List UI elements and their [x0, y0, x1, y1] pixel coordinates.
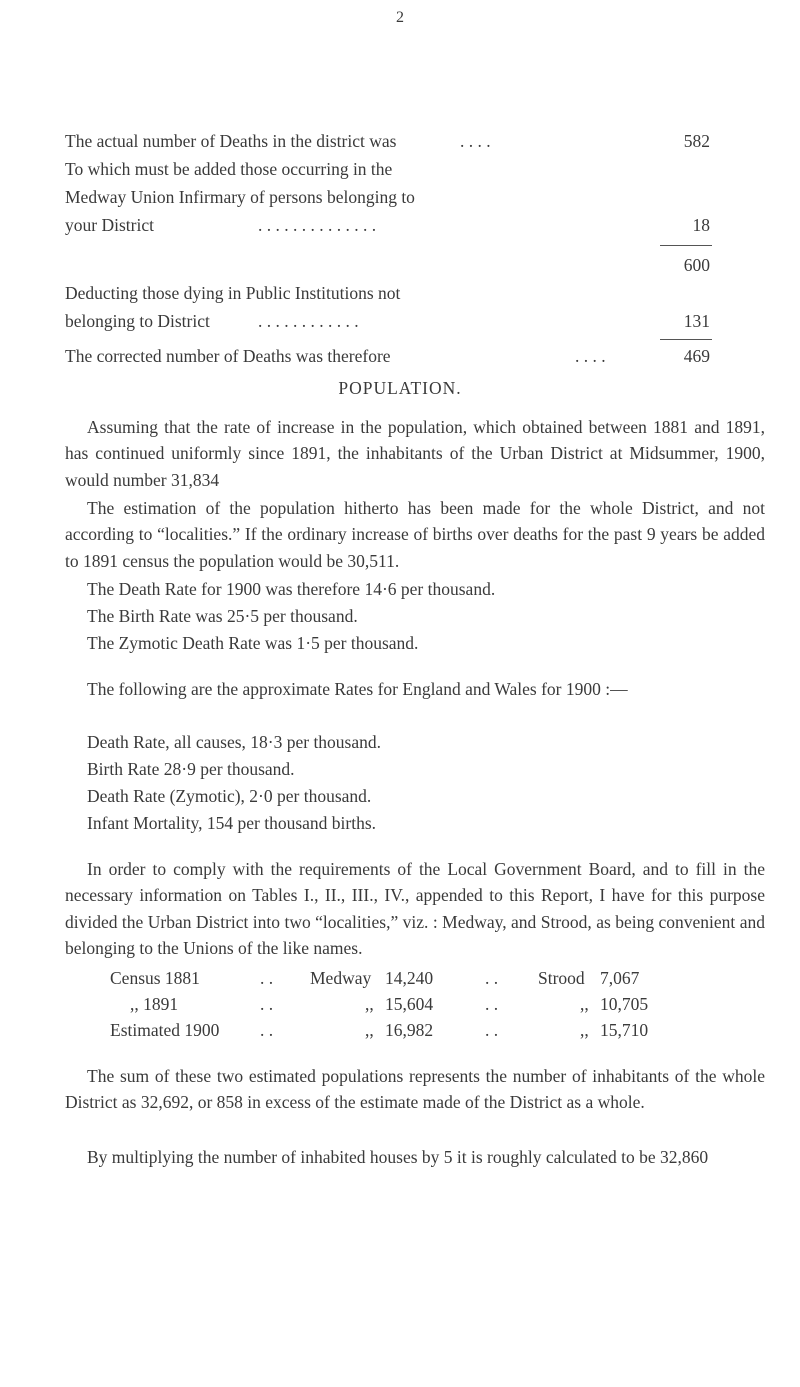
- census-row-label: ,, 1891: [130, 994, 179, 1014]
- infirmary-deaths-value: 18: [692, 215, 710, 235]
- deduct-value: 131: [683, 311, 710, 331]
- sum-rule-2: [660, 339, 712, 340]
- census-medway-label: Medway: [310, 968, 372, 988]
- census-row-dots-2: . .: [485, 994, 499, 1014]
- census-row-label: Estimated 1900: [110, 1020, 220, 1040]
- corrected-dots: . . . .: [575, 346, 606, 366]
- census-medway-label: ,,: [365, 1020, 374, 1040]
- houses-estimate-para: By multiplying the number of inhabited houses by 5 it is roughly calculated to be 32,860: [87, 1147, 709, 1167]
- eng-infant-mortality: Infant Mortality, 154 per thousand births.: [87, 813, 377, 833]
- corrected-line: The corrected number of Deaths was therefore: [65, 346, 391, 366]
- england-wales-intro: The following are the approximate Rates for England and Wales for 1900 :—: [87, 679, 628, 699]
- census-strood-label: ,,: [580, 1020, 589, 1040]
- corrected-value: 469: [683, 346, 710, 366]
- deaths-recorded-value: 582: [683, 131, 710, 151]
- sum-estimate-para: The sum of these two estimated populations represents the number of inhabitants of the whole District as 32,692, or 858 in excess of the estimate made of the District as a whole.: [65, 1066, 765, 1113]
- census-medway-value: 15,604: [385, 994, 434, 1014]
- population-para-1: Assuming that the rate of increase in the population, which obtained between 1881 and 1891, has continued uniformly since 1891, the inhabitants of the Urban District at Midsummer, 1900, would number 31,834: [65, 417, 765, 490]
- census-strood-value: 7,067: [600, 968, 640, 988]
- eng-zymotic-rate: Death Rate (Zymotic), 2·0 per thousand.: [87, 786, 372, 806]
- eng-birth-rate: Birth Rate 28·9 per thousand.: [87, 759, 295, 779]
- population-heading: POPULATION.: [338, 378, 462, 398]
- deaths-line-3: Medway Union Infirmary of persons belonging to: [65, 187, 415, 207]
- page-number: 2: [396, 9, 404, 26]
- census-strood-label: Strood: [538, 968, 585, 988]
- deaths-line-4: your District: [65, 215, 154, 235]
- birth-rate-line: The Birth Rate was 25·5 per thousand.: [87, 606, 358, 626]
- deduct-line-dots: . . . . . . . . . . . .: [258, 311, 359, 331]
- census-row-dots: . .: [260, 1020, 274, 1040]
- deaths-line-1-dots: . . . .: [460, 131, 491, 151]
- census-row-dots: . .: [260, 968, 274, 988]
- census-medway-value: 16,982: [385, 1020, 434, 1040]
- census-strood-label: ,,: [580, 994, 589, 1014]
- census-row-dots-2: . .: [485, 1020, 499, 1040]
- census-row-dots-2: . .: [485, 968, 499, 988]
- deaths-line-2: To which must be added those occurring in the: [65, 159, 393, 179]
- census-strood-value: 10,705: [600, 994, 649, 1014]
- census-strood-value: 15,710: [600, 1020, 649, 1040]
- deaths-line-4-dots: . . . . . . . . . . . . . .: [258, 215, 377, 235]
- localities-para: In order to comply with the requirements of the Local Government Board, and to fill in the necessary information on Tables I., II., III., IV., appended to this Report, I have for this purpose divided the Urban District into two “localities,” viz. : Medway, and Strood, as being convenient and belonging to the Unions of the like names.: [65, 859, 765, 958]
- census-row-label: Census 1881: [110, 968, 200, 988]
- deduct-line-2: belonging to District: [65, 311, 210, 331]
- subtotal-value: 600: [683, 255, 710, 275]
- eng-death-rate: Death Rate, all causes, 18·3 per thousand.: [87, 732, 382, 752]
- deaths-line-1: The actual number of Deaths in the district was: [65, 131, 397, 151]
- population-para-2: The estimation of the population hitherto has been made for the whole District, and not according to “localities.” If the ordinary increase of births over deaths for the past 9 years be added to 1891 census the population would be 30,511.: [65, 498, 765, 571]
- census-row-dots: . .: [260, 994, 274, 1014]
- sum-rule-1: [660, 245, 712, 246]
- census-medway-label: ,,: [365, 994, 374, 1014]
- census-medway-value: 14,240: [385, 968, 434, 988]
- zymotic-rate-line: The Zymotic Death Rate was 1·5 per thousand.: [87, 633, 419, 653]
- death-rate-line: The Death Rate for 1900 was therefore 14·6 per thousand.: [87, 579, 496, 599]
- deduct-line-1: Deducting those dying in Public Institutions not: [65, 283, 401, 303]
